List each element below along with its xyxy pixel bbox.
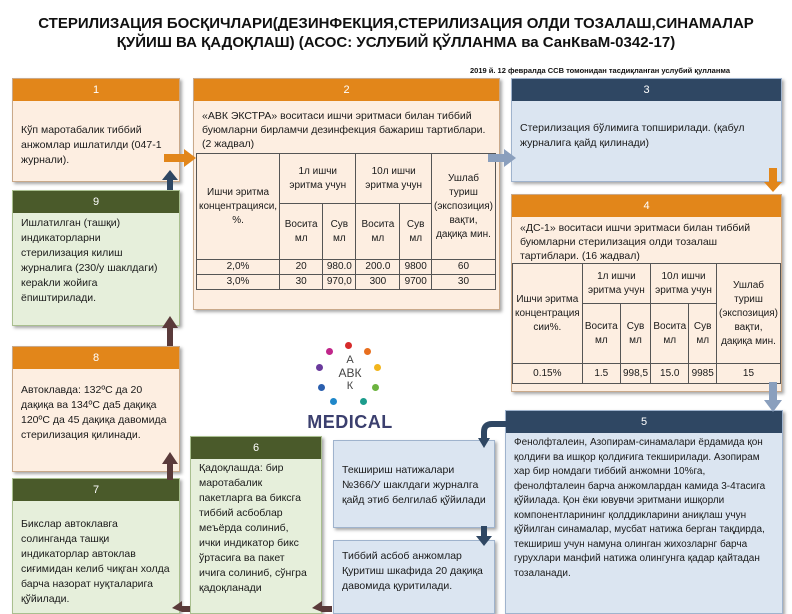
table-header-suv: Сув мл [400, 204, 432, 260]
arrow-up-icon [162, 170, 178, 190]
step-8-number: 8 [13, 347, 179, 369]
table-cell: 980.0 [323, 260, 356, 275]
table-header-suv: Сув мл [689, 304, 717, 364]
logo-letter-top: А [346, 354, 354, 366]
table-header-1l: 1л ишчи эритма учун [582, 264, 650, 304]
table-cell: 9985 [689, 364, 717, 384]
table-cell: 15.0 [651, 364, 689, 384]
arrow-left-icon [312, 601, 332, 612]
check-results-text: Текшириш натижалари №366/У шаклдаги журналга қайд этиб белгилаб қўйилади [342, 464, 486, 506]
logo-letters-mid: АВК [338, 366, 362, 380]
table-header-vosita: Восита мл [651, 304, 689, 364]
table-header-vosita: Восита мл [356, 204, 400, 260]
table-cell: 2,0% [197, 260, 280, 275]
step-1-number: 1 [13, 79, 179, 101]
table-header-10l: 10л ишчи эритма учун [651, 264, 717, 304]
step-3-number: 3 [512, 79, 781, 101]
arrow-up-icon [162, 316, 178, 346]
table-cell: 60 [431, 260, 495, 275]
table-header-vosita: Восита мл [280, 204, 323, 260]
arrow-down-icon [764, 382, 782, 412]
table-header-suv: Сув мл [620, 304, 650, 364]
table-header-time: Ушлаб туриш (экспозиция) вақти, дақиқа мин. [716, 264, 780, 364]
step-3-text: Стерилизация бўлимига топширилади. (қабул журналига қайд қилинади) [520, 122, 745, 149]
table-header-time: Ушлаб туриш (экспозиция) вақти, дақиқа мин. [431, 154, 495, 260]
table-cell: 0.15% [513, 364, 583, 384]
table-header-concentration: Ишчи эритма концентрацияси, %. [197, 154, 280, 260]
table-cell: 1.5 [582, 364, 620, 384]
table-cell: 30 [280, 275, 323, 290]
arrow-curve-icon [484, 424, 507, 440]
logo-letter-bot: К [346, 380, 354, 392]
table-cell: 30 [431, 275, 495, 290]
table-cell: 200.0 [356, 260, 400, 275]
step-9-number: 9 [13, 191, 179, 213]
step-6-number: 6 [191, 437, 321, 459]
table-cell: 9700 [400, 275, 432, 290]
step-5-text: Фенолфталеин, Азопирам-синамалари ёрдамида қон қолдиғи ва ишқор қолдиғига текширилади. Азопирам хар бир номдаги тиббий анжомни 10%га, фенолфталеин барча анжомлардан камида 3-4тасига қўйилада. Қон ёки ювувчи эритмани ишқорли компонентларининг қолддикларини аниқлаш учун қўйилган синамалар, мусбат натижа берган тақдирда, текшириш учун намуна олинган жихозларнг барча гурухлари манфий натижа олингунга қадар қайтадан тозаланади. [514, 437, 766, 579]
table-cell: 15 [716, 364, 780, 384]
step-2-number: 2 [194, 79, 499, 101]
step-4-number: 4 [512, 195, 781, 217]
table-cell: 998,5 [620, 364, 650, 384]
table-header-vosita: Восита мл [582, 304, 620, 364]
logo-brand: MEDICAL [307, 412, 393, 432]
table-cell: 970,0 [323, 275, 356, 290]
table-cell: 20 [280, 260, 323, 275]
table-cell: 9800 [400, 260, 432, 275]
table-cell: 300 [356, 275, 400, 290]
table-header-10l: 10л ишчи эритма учун [356, 154, 432, 204]
arrow-down-icon [476, 526, 492, 546]
table-header-suv: Сув мл [323, 204, 356, 260]
step-7-number: 7 [13, 479, 179, 501]
step-1-text: Кўп маротабалик тиббий анжомлар ишлатилди (047-1 журнали). [21, 124, 162, 166]
arrow-left-icon [172, 601, 190, 612]
step-5-number: 5 [506, 411, 782, 433]
step-7-text: Бикслар автоклавга солинганда ташқи индикаторлар автоклав сиғимидан келиб чиқган холда барча назорат нуқталарига қўйилади. [21, 518, 170, 605]
step-6-text: Қадоқлашда: бир маротабалик пакетларга ва биксга тиббий асбоблар меъёрда солиниб, ички индикатор бикс ўртасига ва пакет ичига солиниб, сўнгра қадоқланади [199, 462, 307, 594]
step-2-text: «АВК ЭКСТРА» воситаси ишчи эритмаси билан тиббий буюмларни бирламчи дезинфекция бажариш тартиблари. (2 жадвал) [202, 110, 486, 150]
table-header-1l: 1л ишчи эритма учун [280, 154, 356, 204]
page-title: СТЕРИЛИЗАЦИЯ БОСҚИЧЛАРИ(ДЕЗИНФЕКЦИЯ,СТЕРИЛИЗАЦИЯ ОЛДИ ТОЗАЛАШ,СИНАМАЛАР ҚУЙИШ ВА ҚАДОҚЛАШ) (АСОС: УСЛУБИЙ ҚЎЛЛАНМА ва СанКваМ-0342-17) [38, 15, 754, 51]
step-8-text: Автоклавда: 132ºС да 20 дақиқа ва 134ºС да5 дақиқа 120ºС да 45 дақиқа давомида стерилизация қилинади. [21, 384, 167, 441]
table-cell: 3,0% [197, 275, 280, 290]
arrow-right-icon [164, 149, 196, 167]
arrow-right-icon [488, 149, 516, 167]
step-4-text: «ДС-1» воситаси ишчи эритмаси билан тиббий буюмларни стерилизация олди тозалаш тартиблари. (16 жадвал) [520, 222, 751, 262]
page-subtitle: 2019 й. 12 февралда ССВ томонидан тасдиқланган услубий қулланма [470, 66, 730, 75]
arrow-down-icon [764, 168, 782, 192]
table-header-concentration: Ишчи эритма концентрация сии%. [513, 264, 583, 364]
arrow-up-icon [162, 452, 178, 480]
drying-text: Тиббий асбоб анжомлар Қуритиш шкафида 20 дақиқа давомида қуритилади. [342, 550, 483, 592]
step-9-text: Ишлатилган (ташқи) индикаторларни стерилизация килиш журналига (230/у шаклдаги) кераkли жойига ёпиштирилади. [21, 217, 158, 304]
